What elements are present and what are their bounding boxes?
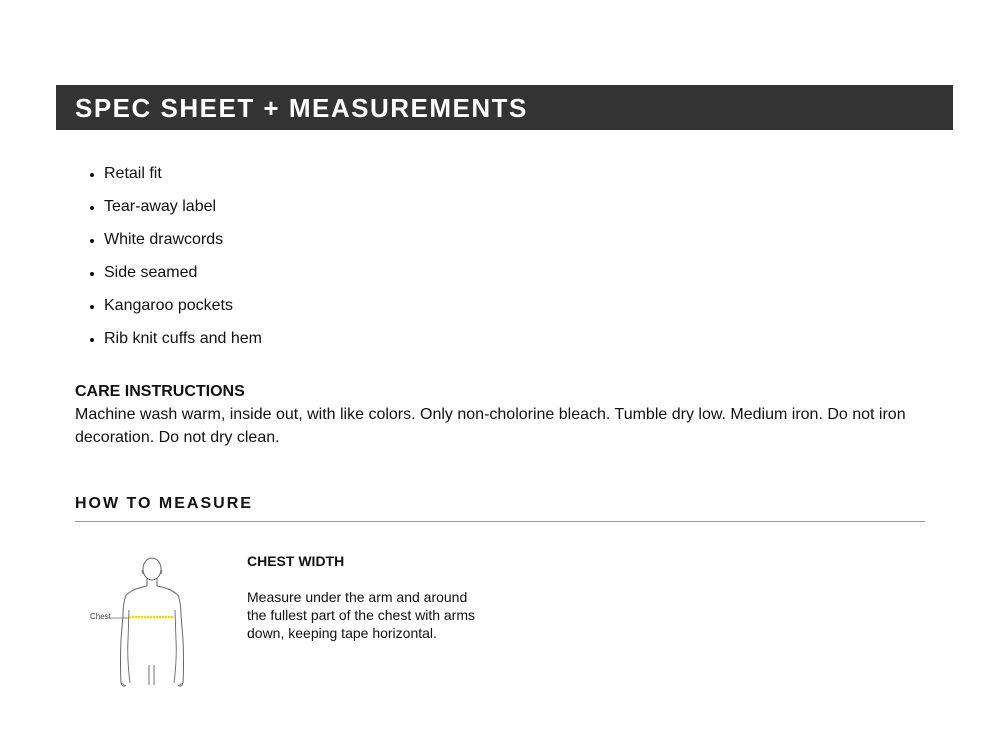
section-divider [75,521,925,522]
list-item: Kangaroo pockets [104,295,262,317]
body-figure-illustration [88,555,188,690]
list-item: Rib knit cuffs and hem [104,328,262,350]
how-to-measure-heading: HOW TO MEASURE [75,495,253,512]
feature-list [75,163,262,361]
page-header [56,85,953,130]
list-item: Side seamed [104,262,262,284]
list-item: White drawcords [104,229,262,251]
chest-width-text: Measure under the arm and around the fullest part of the chest with arms down, keeping tape horizontal. [247,589,475,641]
chest-width-title: CHEST WIDTH [247,553,345,569]
page-title: SPEC SHEET + MEASUREMENTS [75,92,528,123]
chest-figure-label: Chest [90,612,111,621]
care-text: Machine wash warm, inside out, with like colors. Only non-cholorine bleach. Tumble dry low. Medium iron. Do not iron decoration. Do not dry clean. [75,406,906,446]
list-item: Tear-away label [104,196,262,218]
list-item: Retail fit [104,163,262,185]
care-heading: CARE INSTRUCTIONS [75,383,245,400]
